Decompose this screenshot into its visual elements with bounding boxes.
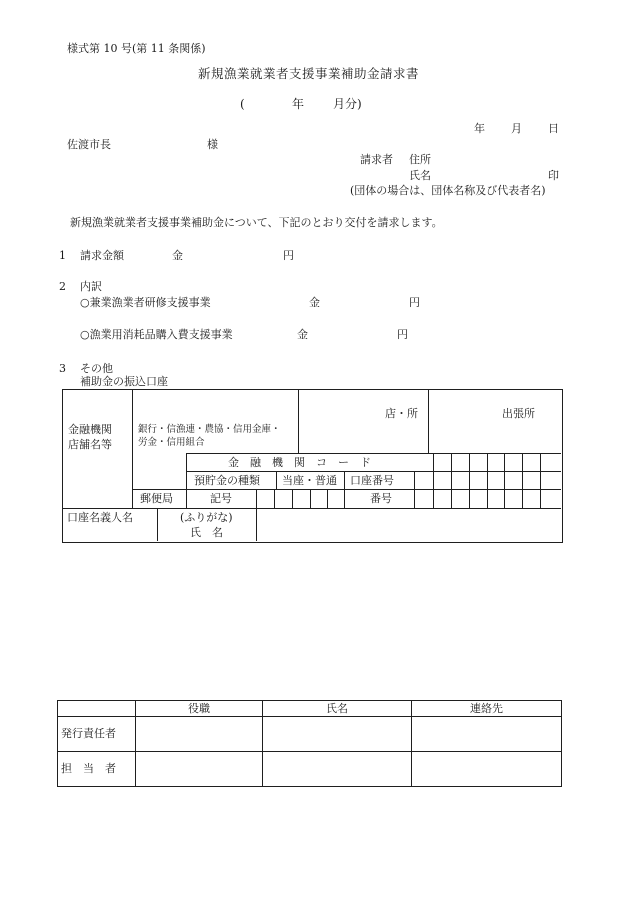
address-label: 住所	[409, 153, 431, 166]
breakdown-item-en: 円	[397, 328, 408, 341]
table-rule	[504, 471, 505, 508]
row-label: 発行責任者	[58, 717, 136, 752]
table-cell[interactable]	[136, 717, 263, 752]
table-rule	[487, 471, 488, 508]
sub-branch-label: 出張所	[502, 407, 535, 420]
section1-number: 1	[59, 249, 66, 262]
form-number: 様式第 10 号(第 11 条関係)	[67, 42, 206, 55]
column-header-name: 氏名	[263, 701, 412, 717]
table-cell[interactable]	[412, 717, 562, 752]
section1-label: 請求金額	[80, 249, 124, 262]
period-open: (	[240, 97, 245, 111]
table-rule	[132, 389, 133, 508]
table-rule	[469, 471, 470, 508]
section2-label: 内訳	[80, 280, 102, 293]
date-month: 月	[511, 122, 522, 135]
deposit-type-label: 預貯金の種類	[194, 474, 260, 487]
deposit-options: 当座・普通	[282, 474, 337, 487]
table-rule	[522, 471, 523, 508]
table-rule	[62, 508, 561, 509]
contacts-table	[57, 700, 562, 787]
table-rule	[540, 453, 541, 471]
table-rule	[414, 471, 415, 489]
section1-en: 円	[283, 249, 294, 262]
number-label: 番号	[370, 492, 392, 505]
table-rule	[487, 453, 488, 471]
table-rule	[433, 453, 434, 471]
group-note: (団体の場合は、団体名称及び代表者名)	[350, 184, 546, 197]
table-rule	[186, 453, 187, 508]
table-cell[interactable]	[136, 752, 263, 787]
table-rule	[292, 489, 293, 508]
contacts-row	[58, 752, 562, 787]
section3-label: その他	[80, 362, 113, 375]
page-title: 新規漁業就業者支援事業補助金請求書	[198, 66, 420, 81]
breakdown-item-label: ○兼業漁業者研修支援事業	[80, 296, 211, 309]
breakdown-item-en: 円	[409, 296, 420, 309]
bank-account-heading: 補助金の振込口座	[80, 375, 168, 388]
addressee-honorific: 様	[207, 138, 218, 151]
requester-label: 請求者	[360, 153, 393, 166]
period-year: 年	[292, 97, 305, 111]
breakdown-item-label: ○漁業用消耗品購入費支援事業	[80, 328, 233, 341]
addressee-name: 佐渡市長	[67, 138, 111, 151]
post-office-label: 郵便局	[140, 492, 173, 505]
symbol-label: 記号	[210, 492, 232, 505]
institution-label: 金融機関 店舗名等	[68, 423, 112, 452]
contacts-header-row	[58, 701, 562, 717]
table-rule	[451, 471, 452, 508]
table-rule	[274, 489, 275, 508]
holder-name-label: 氏 名	[190, 526, 223, 539]
table-rule	[157, 508, 158, 541]
table-rule	[414, 489, 415, 508]
name-label: 氏名	[409, 169, 431, 182]
table-rule	[540, 471, 541, 508]
table-rule	[344, 489, 345, 508]
furigana-label: (ふりがな)	[180, 511, 233, 524]
column-header-position: 役職	[136, 701, 263, 717]
account-number-label: 口座番号	[350, 474, 394, 487]
table-rule	[344, 471, 345, 489]
row-label: 担 当 者	[58, 752, 136, 787]
table-rule	[451, 453, 452, 471]
table-cell[interactable]	[263, 752, 412, 787]
table-rule	[276, 471, 277, 489]
table-rule	[310, 489, 311, 508]
table-rule	[298, 389, 299, 453]
table-rule	[469, 453, 470, 471]
table-cell[interactable]	[412, 752, 562, 787]
table-rule	[256, 508, 257, 541]
table-rule	[428, 389, 429, 453]
table-rule	[132, 489, 561, 490]
contacts-row	[58, 717, 562, 752]
contacts-corner-cell	[58, 701, 136, 717]
column-header-contact: 連絡先	[412, 701, 562, 717]
section2-number: 2	[59, 280, 66, 293]
table-rule	[522, 453, 523, 471]
bank-code-label: 金 融 機 関 コ ー ド	[228, 456, 371, 469]
table-rule	[327, 489, 328, 508]
branch-label: 店・所	[385, 407, 418, 420]
table-rule	[256, 489, 257, 508]
breakdown-item-kin: 金	[297, 328, 308, 341]
intro-text: 新規漁業就業者支援事業補助金について、下記のとおり交付を請求します。	[70, 216, 443, 229]
breakdown-item-kin: 金	[309, 296, 320, 309]
institution-types: 銀行・信漁連・農協・信用金庫・ 労金・信用組合	[138, 424, 281, 448]
date-day: 日	[548, 122, 559, 135]
table-cell[interactable]	[263, 717, 412, 752]
section1-kin: 金	[172, 249, 183, 262]
table-rule	[433, 471, 434, 508]
account-holder-label: 口座名義人名	[67, 511, 133, 524]
table-rule	[504, 453, 505, 471]
seal-mark: 印	[548, 169, 559, 182]
section3-number: 3	[59, 362, 66, 375]
date-year: 年	[474, 122, 485, 135]
period-month: 月分)	[333, 97, 362, 111]
